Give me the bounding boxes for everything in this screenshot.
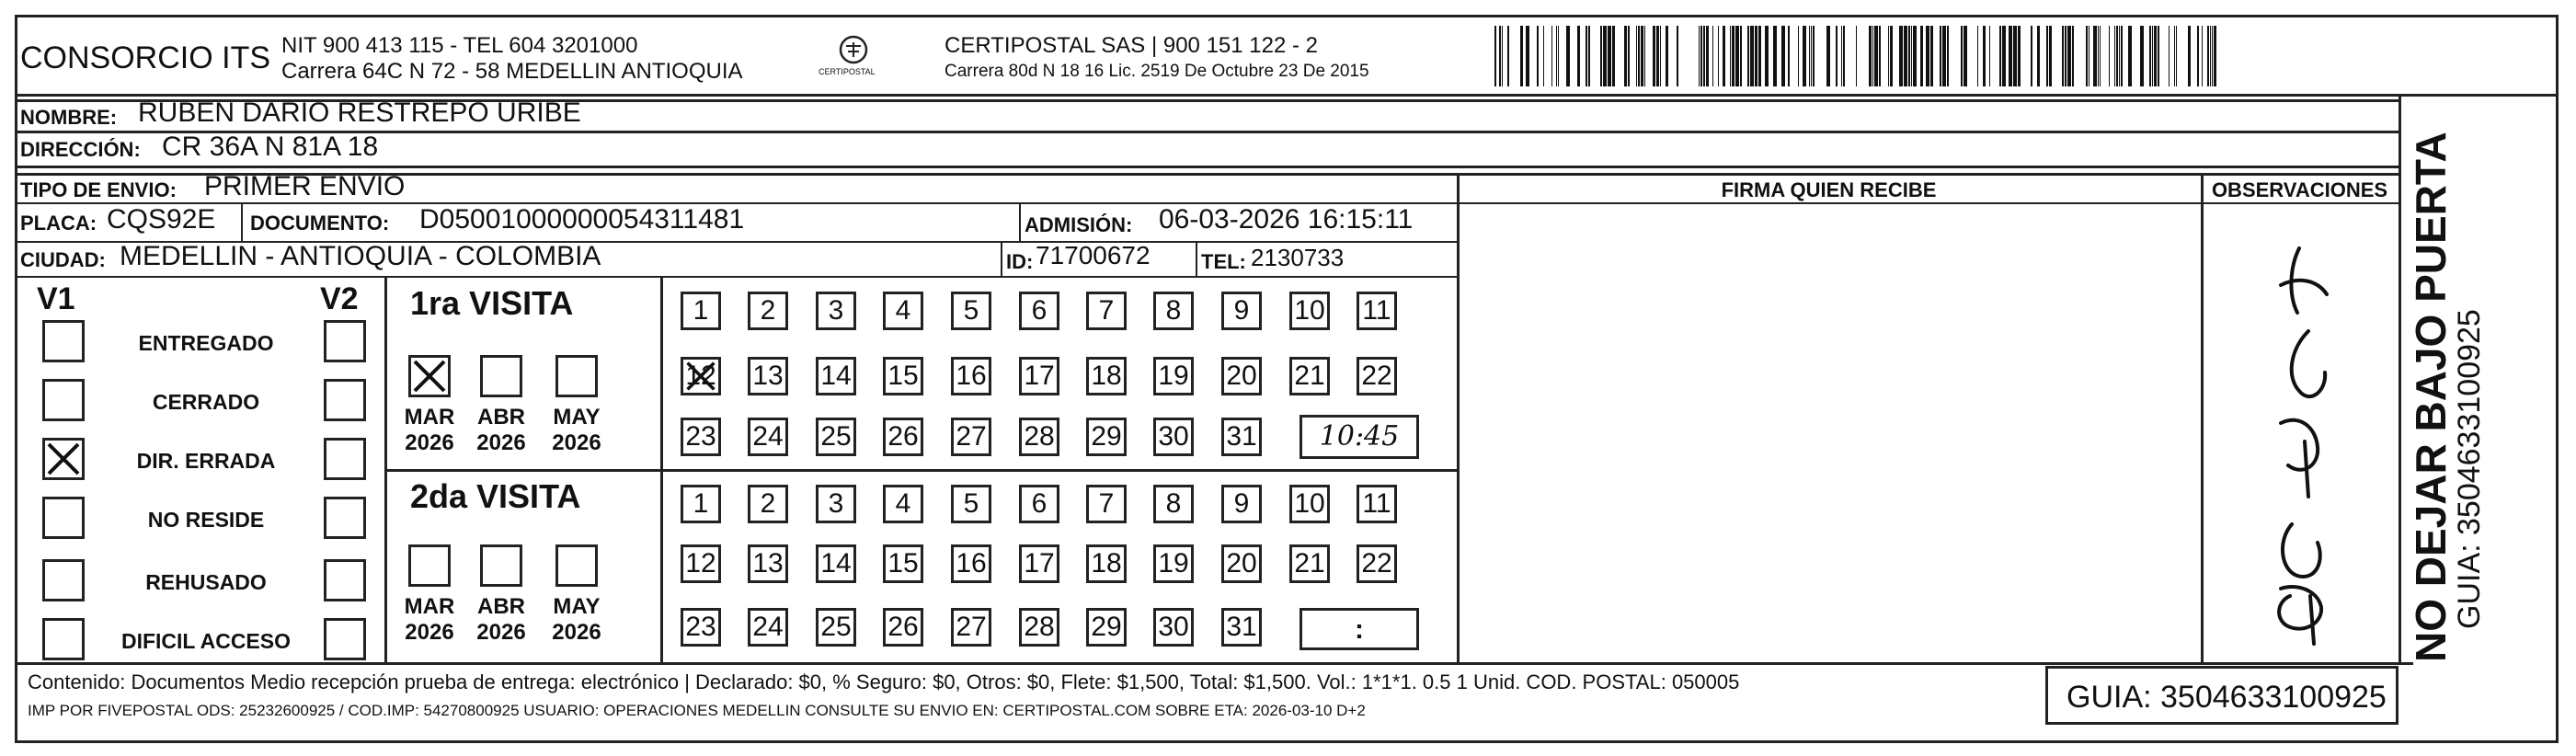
visit2-day-24[interactable]: 24 xyxy=(748,608,788,647)
footer-guia-box xyxy=(2045,666,2399,725)
v2-checkbox-3[interactable] xyxy=(324,497,366,539)
visit1-month-checkbox-0[interactable] xyxy=(408,355,451,397)
visit2-day-4[interactable]: 4 xyxy=(883,485,923,523)
visit1-day-28[interactable]: 28 xyxy=(1019,418,1059,456)
visit1-day-9[interactable]: 9 xyxy=(1221,292,1262,330)
visit1-month-2: MAY xyxy=(553,405,601,430)
visit2-day-20[interactable]: 20 xyxy=(1221,544,1262,583)
visit1-day-21[interactable]: 21 xyxy=(1289,357,1330,395)
visit1-day-11[interactable]: 11 xyxy=(1357,292,1397,330)
ciudad-value: MEDELLIN - ANTIOQUIA - COLOMBIA xyxy=(120,241,601,271)
direccion-label: DIRECCIÓN: xyxy=(20,138,141,161)
visit2-year-2: 2026 xyxy=(552,620,601,645)
visit1-month-0: MAR xyxy=(404,405,455,430)
visit1-day-26[interactable]: 26 xyxy=(883,418,923,456)
visit1-day-27[interactable]: 27 xyxy=(951,418,991,456)
visit1-day-8[interactable]: 8 xyxy=(1153,292,1194,330)
firma-header: FIRMA QUIEN RECIBE xyxy=(1721,178,1937,201)
side-guia: GUIA: 3504633100925 xyxy=(2452,309,2487,629)
id-label: ID: xyxy=(1006,250,1034,273)
id-value: 71700672 xyxy=(1036,241,1151,269)
company-name: CONSORCIO ITS xyxy=(20,40,271,75)
visit1-day-20[interactable]: 20 xyxy=(1221,357,1262,395)
v1-label: V1 xyxy=(37,281,75,316)
ciudad-label: CIUDAD: xyxy=(20,248,106,271)
v1-checkbox-3[interactable] xyxy=(42,497,85,539)
visit1-day-2[interactable]: 2 xyxy=(748,292,788,330)
visit2-day-9[interactable]: 9 xyxy=(1221,485,1262,523)
visit1-day-30[interactable]: 30 xyxy=(1153,418,1194,456)
observaciones-header: OBSERVACIONES xyxy=(2211,178,2388,201)
visit2-day-31[interactable]: 31 xyxy=(1221,608,1262,647)
barcode xyxy=(1494,26,2226,86)
cross-mark xyxy=(683,360,718,393)
visit2-month-checkbox-0[interactable] xyxy=(408,544,451,587)
visit1-day-13[interactable]: 13 xyxy=(748,357,788,395)
certipostal-info: CERTIPOSTAL SAS | 900 151 122 - 2 xyxy=(945,33,1318,58)
visit1-day-3[interactable]: 3 xyxy=(816,292,856,330)
visit2-day-10[interactable]: 10 xyxy=(1289,485,1330,523)
visit2-month-1: ABR xyxy=(477,594,525,619)
visit2-day-1[interactable]: 1 xyxy=(681,485,721,523)
visit1-day-24[interactable]: 24 xyxy=(748,418,788,456)
visit1-day-31[interactable]: 31 xyxy=(1221,418,1262,456)
tipo-envio-value: PRIMER ENVIO xyxy=(204,171,406,201)
visit1-day-1[interactable]: 1 xyxy=(681,292,721,330)
placa-label: PLACA: xyxy=(20,212,97,235)
visit2-day-30[interactable]: 30 xyxy=(1153,608,1194,647)
visit2-day-23[interactable]: 23 xyxy=(681,608,721,647)
side-warning: NO DEJAR BAJO PUERTA xyxy=(2407,132,2455,662)
visit1-time: 10:45 xyxy=(1319,420,1400,452)
visit1-day-5[interactable]: 5 xyxy=(951,292,991,330)
v1-checkbox-2[interactable] xyxy=(42,438,85,480)
visit1-day-19[interactable]: 19 xyxy=(1153,357,1194,395)
visit1-year-0: 2026 xyxy=(405,430,454,455)
visit2-day-11[interactable]: 11 xyxy=(1357,485,1397,523)
visit2-month-checkbox-2[interactable] xyxy=(555,544,598,587)
admision-label: ADMISIÓN: xyxy=(1025,213,1133,236)
visit2-day-5[interactable]: 5 xyxy=(951,485,991,523)
visit1-year-2: 2026 xyxy=(552,430,601,455)
visit2-day-16[interactable]: 16 xyxy=(951,544,991,583)
tel-value: 2130733 xyxy=(1251,244,1345,271)
status-label-2: DIR. ERRADA xyxy=(136,449,276,473)
handwritten-signature xyxy=(2244,230,2364,653)
visit2-time: : xyxy=(1355,614,1364,645)
v2-checkbox-5[interactable] xyxy=(324,618,366,660)
visit2-day-29[interactable]: 29 xyxy=(1086,608,1127,647)
tipo-envio-label: TIPO DE ENVIO: xyxy=(20,178,177,201)
visit1-month-checkbox-1[interactable] xyxy=(480,355,522,397)
visit2-year-0: 2026 xyxy=(405,620,454,645)
v2-checkbox-1[interactable] xyxy=(324,379,366,421)
visit1-time-box[interactable] xyxy=(1299,415,1419,459)
footer-guia: GUIA: 3504633100925 xyxy=(2067,680,2387,715)
v1-checkbox-5[interactable] xyxy=(42,618,85,660)
visit2-day-12[interactable]: 12 xyxy=(681,544,721,583)
placa-value: CQS92E xyxy=(107,204,216,235)
visit1-day-16[interactable]: 16 xyxy=(951,357,991,395)
tel-label: TEL: xyxy=(1201,250,1246,273)
status-label-1: CERRADO xyxy=(152,390,260,414)
nombre-label: NOMBRE: xyxy=(20,106,118,129)
visit2-day-22[interactable]: 22 xyxy=(1357,544,1397,583)
documento-value: D05001000000054311481 xyxy=(419,204,745,235)
visit2-day-26[interactable]: 26 xyxy=(883,608,923,647)
logo-caption: CERTIPOSTAL xyxy=(819,67,876,76)
certipostal-logo xyxy=(817,33,890,79)
visit2-day-28[interactable]: 28 xyxy=(1019,608,1059,647)
visit1-day-12[interactable]: 12 xyxy=(681,357,721,395)
certipostal-license: Carrera 80d N 18 16 Lic. 2519 De Octubre 23 De 2015 xyxy=(945,62,1369,81)
visit1-day-17[interactable]: 17 xyxy=(1019,357,1059,395)
visit2-day-7[interactable]: 7 xyxy=(1086,485,1127,523)
visit2-day-2[interactable]: 2 xyxy=(748,485,788,523)
status-label-5: DIFICIL ACCESO xyxy=(120,629,291,653)
status-label-4: REHUSADO xyxy=(145,570,267,594)
visit1-day-6[interactable]: 6 xyxy=(1019,292,1059,330)
visit1-title: 1ra VISITA xyxy=(410,284,574,322)
v2-label: V2 xyxy=(320,281,359,316)
v1-checkbox-4[interactable] xyxy=(42,559,85,601)
company-address: Carrera 64C N 72 - 58 MEDELLIN ANTIOQUIA xyxy=(281,59,743,84)
visit2-day-17[interactable]: 17 xyxy=(1019,544,1059,583)
visit1-year-1: 2026 xyxy=(476,430,526,455)
visit1-month-checkbox-2[interactable] xyxy=(555,355,598,397)
visit1-day-15[interactable]: 15 xyxy=(883,357,923,395)
visit2-month-0: MAR xyxy=(404,594,455,619)
visit2-title: 2da VISITA xyxy=(410,477,581,515)
visit2-month-2: MAY xyxy=(553,594,601,619)
visit1-day-14[interactable]: 14 xyxy=(816,357,856,395)
visit2-day-14[interactable]: 14 xyxy=(816,544,856,583)
footer-content: Contenido: Documentos Medio recepción prueba de entrega: electrónico | Declarado: $0, % Seguro: $0, Otros: $0, Flete: $1,500, Total: $1,500. Vol.: 1*1*1. 0.5 1 Unid. COD. POSTAL: 050005 xyxy=(28,670,1740,693)
visit2-day-6[interactable]: 6 xyxy=(1019,485,1059,523)
visit2-day-21[interactable]: 21 xyxy=(1289,544,1330,583)
visit2-year-1: 2026 xyxy=(476,620,526,645)
admision-value: 06-03-2026 16:15:11 xyxy=(1159,204,1414,235)
visit2-day-27[interactable]: 27 xyxy=(951,608,991,647)
visit2-day-13[interactable]: 13 xyxy=(748,544,788,583)
v2-checkbox-2[interactable] xyxy=(324,438,366,480)
visit1-day-23[interactable]: 23 xyxy=(681,418,721,456)
visit2-time-box[interactable] xyxy=(1299,608,1419,650)
documento-label: DOCUMENTO: xyxy=(250,212,390,235)
visit1-day-10[interactable]: 10 xyxy=(1289,292,1330,330)
visit1-day-7[interactable]: 7 xyxy=(1086,292,1127,330)
visit1-day-25[interactable]: 25 xyxy=(816,418,856,456)
direccion-value: CR 36A N 81A 18 xyxy=(162,132,379,162)
v1-checkbox-1[interactable] xyxy=(42,379,85,421)
visit2-day-8[interactable]: 8 xyxy=(1153,485,1194,523)
visit1-day-4[interactable]: 4 xyxy=(883,292,923,330)
visit2-day-15[interactable]: 15 xyxy=(883,544,923,583)
visit1-day-22[interactable]: 22 xyxy=(1357,357,1397,395)
v2-checkbox-0[interactable] xyxy=(324,320,366,362)
status-label-3: NO RESIDE xyxy=(147,508,265,532)
status-label-0: ENTREGADO xyxy=(138,331,274,355)
visit1-month-1: ABR xyxy=(477,405,525,430)
visit2-day-18[interactable]: 18 xyxy=(1086,544,1127,583)
visit2-day-25[interactable]: 25 xyxy=(816,608,856,647)
visit2-day-19[interactable]: 19 xyxy=(1153,544,1194,583)
visit2-month-checkbox-1[interactable] xyxy=(480,544,522,587)
visit1-day-18[interactable]: 18 xyxy=(1086,357,1127,395)
v2-checkbox-4[interactable] xyxy=(324,559,366,601)
v1-checkbox-0[interactable] xyxy=(42,320,85,362)
nombre-value: RUBEN DARIO RESTREPO URIBE xyxy=(138,97,581,128)
visit1-day-29[interactable]: 29 xyxy=(1086,418,1127,456)
footer-imp: IMP POR FIVEPOSTAL ODS: 25232600925 / COD.IMP: 54270800925 USUARIO: OPERACIONES MEDELLIN CONSULTE SU ENVIO EN: CERTIPOSTAL.COM SOBRE ETA: 2026-03-10 D+2 xyxy=(28,702,1366,719)
company-nit: NIT 900 413 115 - TEL 604 3201000 xyxy=(281,33,638,58)
visit2-day-3[interactable]: 3 xyxy=(816,485,856,523)
